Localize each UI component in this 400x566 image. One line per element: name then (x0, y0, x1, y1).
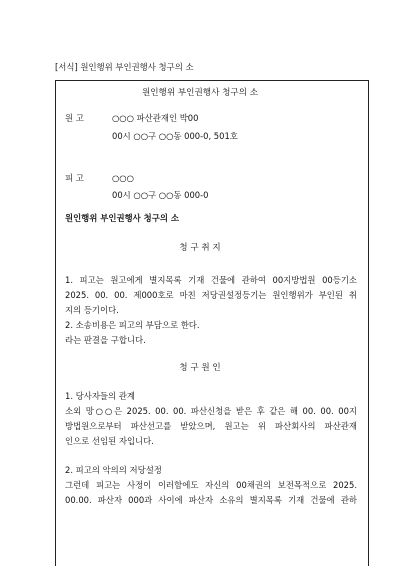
claim-line-3: 지의 등기이다. (65, 305, 119, 315)
defendant-address: 00시 ○○구 ○○동 000-0 (112, 190, 209, 200)
claim-line-4: 2. 소송비용은 피고의 부담으로 한다. (65, 320, 200, 330)
section2-title: 2. 피고의 악의의 저당설정 (65, 465, 162, 475)
defendant-role: 피 고 (65, 173, 84, 183)
section2-line-2: 00.00. 파산자 000과 사이에 파산자 소유의 별지목록 기재 건물에 관하 (65, 495, 357, 505)
claim-heading: 청 구 취 지 (179, 243, 221, 253)
section1-line-2: 방법원으로부터 파산선고를 받았으며, 원고는 위 파산회사의 파산관재 (65, 421, 357, 431)
defendant-name: ○○○ (112, 173, 134, 183)
document-title: 원인행위 부인권행사 청구의 소 (141, 88, 259, 98)
section1-title: 1. 당사자들의 관계 (65, 391, 135, 401)
section1-line-3: 인으로 선임된 자입니다. (65, 436, 154, 446)
plaintiff-role: 원 고 (65, 113, 84, 123)
section1-line-1: 소외 망○○은 2025. 00. 00. 파산신청을 받은 후 같은 해 00. 00. 00지 (65, 406, 357, 416)
claim-line-5: 라는 판결을 구합니다. (65, 335, 146, 345)
case-name: 원인행위 부인권행사 청구의 소 (65, 213, 179, 223)
plaintiff-name: ○○○ 파산관재인 박00 (112, 113, 199, 123)
section2-line-1: 그런데 피고는 사정이 이러함에도 자신의 00채권의 보전목적으로 2025. (65, 480, 357, 490)
claim-line-2: 2025. 00. 00. 제000호로 마친 저당권설정등기는 원인행위가 부인된 취 (65, 290, 357, 300)
cause-heading: 청 구 원 인 (179, 363, 221, 373)
claim-line-1: 1. 피고는 원고에게 별지목록 기재 건물에 관하여 00지방법원 00등기소 (65, 275, 357, 285)
form-label: [서식] 원인행위 부인권행사 청구의 소 (55, 62, 194, 72)
plaintiff-address: 00시 ○○구 ○○동 000-0, 501호 (112, 131, 238, 141)
